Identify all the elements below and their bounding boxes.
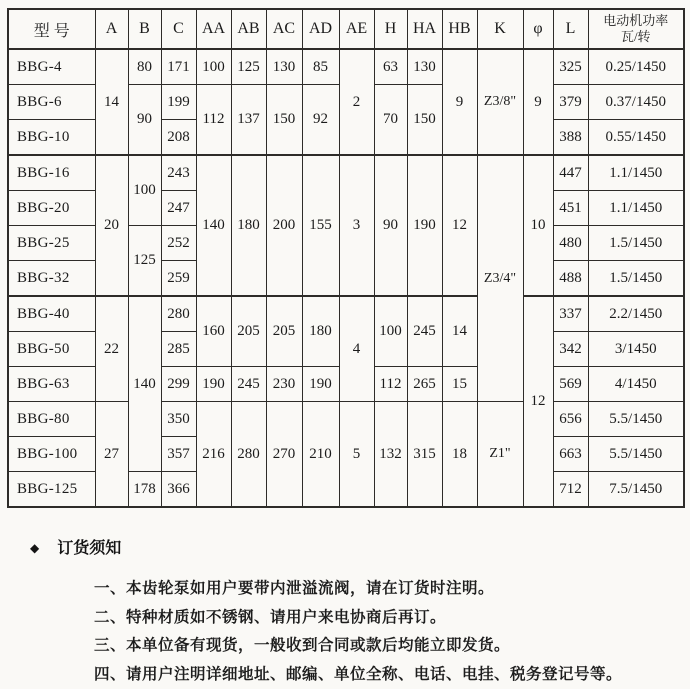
column-header: L [553,9,588,49]
value-cell: 5 [339,402,374,508]
value-cell: 656 [553,402,588,437]
power-header-line1: 电动机功率 [589,13,684,29]
table-header-row [8,9,684,49]
value-cell: 315 [407,402,442,508]
value-cell: 447 [553,155,588,191]
value-cell: 205 [266,296,302,367]
value-cell: 325 [553,49,588,85]
value-cell: 5.5/1450 [588,402,684,437]
value-cell: 451 [553,191,588,226]
value-cell: 265 [407,367,442,402]
value-cell: Z3/8" [477,49,523,155]
value-cell: 14 [442,296,477,367]
column-header: A [95,9,128,49]
value-cell: 569 [553,367,588,402]
column-header: AA [196,9,231,49]
value-cell: 205 [231,296,266,367]
model-cell: BBG-40 [8,296,95,332]
column-header: HA [407,9,442,49]
value-cell: 299 [161,367,196,402]
value-cell: 160 [196,296,231,367]
value-cell: Z1" [477,402,523,508]
model-cell: BBG-63 [8,367,95,402]
value-cell: 140 [196,155,231,296]
value-cell: 85 [302,49,339,85]
value-cell: 180 [231,155,266,296]
value-cell: 245 [407,296,442,367]
value-cell: 100 [374,296,407,367]
column-header: AD [302,9,339,49]
value-cell: 280 [161,296,196,332]
model-cell: BBG-100 [8,437,95,472]
value-cell: 243 [161,155,196,191]
ordering-notes-heading [30,535,690,558]
value-cell: 80 [128,49,161,85]
value-cell: 171 [161,49,196,85]
value-cell: 366 [161,472,196,508]
note-item: 三、本单位备有现货，一般收到合同或款后均能立即发货。 [94,632,690,661]
value-cell: 150 [266,85,302,156]
value-cell: 488 [553,261,588,297]
value-cell: 0.37/1450 [588,85,684,120]
value-cell: 1.1/1450 [588,191,684,226]
model-cell: BBG-16 [8,155,95,191]
value-cell: 90 [374,155,407,296]
value-cell: 132 [374,402,407,508]
ordering-notes-list [30,575,690,689]
diamond-bullet-icon: ◆ [30,542,39,554]
value-cell: 2.2/1450 [588,296,684,332]
value-cell: 210 [302,402,339,508]
value-cell: 12 [442,155,477,296]
value-cell: 27 [95,402,128,508]
value-cell: 150 [407,85,442,156]
value-cell: 4 [339,296,374,402]
value-cell: 379 [553,85,588,120]
note-item: 四、请用户注明详细地址、邮编、单位全称、电话、电挂、税务登记号等。 [94,661,690,689]
value-cell: 200 [266,155,302,296]
value-cell: 130 [407,49,442,85]
value-cell: 0.55/1450 [588,120,684,156]
value-cell: 10 [523,155,553,296]
value-cell: 2 [339,49,374,155]
value-cell: 1.1/1450 [588,155,684,191]
value-cell: 15 [442,367,477,402]
column-header-model: 型 号 [8,9,95,49]
column-header: φ [523,9,553,49]
value-cell: 357 [161,437,196,472]
value-cell: 5.5/1450 [588,437,684,472]
model-cell: BBG-32 [8,261,95,297]
value-cell: 0.25/1450 [588,49,684,85]
value-cell: 14 [95,49,128,155]
value-cell: 22 [95,296,128,402]
model-cell: BBG-25 [8,226,95,261]
value-cell: 388 [553,120,588,156]
value-cell: 140 [128,296,161,472]
column-header: HB [442,9,477,49]
value-cell: 285 [161,332,196,367]
power-header-line2: 瓦/转 [589,29,684,45]
value-cell: 3/1450 [588,332,684,367]
column-header: H [374,9,407,49]
value-cell: 199 [161,85,196,120]
value-cell: 20 [95,155,128,296]
model-cell: BBG-4 [8,49,95,85]
value-cell: 70 [374,85,407,156]
value-cell: 18 [442,402,477,508]
value-cell: 270 [266,402,302,508]
value-cell: 125 [128,226,161,297]
value-cell: 178 [128,472,161,508]
value-cell: 9 [523,49,553,155]
value-cell: 3 [339,155,374,296]
value-cell: 1.5/1450 [588,226,684,261]
model-cell: BBG-80 [8,402,95,437]
column-header: AE [339,9,374,49]
column-header-power [588,9,684,49]
value-cell: 7.5/1450 [588,472,684,508]
value-cell: 9 [442,49,477,155]
spec-sheet-page [0,8,690,681]
model-cell: BBG-10 [8,120,95,156]
value-cell: 247 [161,191,196,226]
model-cell: BBG-50 [8,332,95,367]
value-cell: 100 [196,49,231,85]
value-cell: 137 [231,85,266,156]
value-cell: 245 [231,367,266,402]
value-cell: 342 [553,332,588,367]
value-cell: 663 [553,437,588,472]
value-cell: 480 [553,226,588,261]
pump-spec-table [7,8,685,508]
value-cell: 92 [302,85,339,156]
value-cell: 130 [266,49,302,85]
column-header: K [477,9,523,49]
value-cell: 350 [161,402,196,437]
column-header: C [161,9,196,49]
value-cell: 155 [302,155,339,296]
value-cell: 4/1450 [588,367,684,402]
value-cell: 100 [128,155,161,226]
note-item: 一、本齿轮泵如用户要带内泄溢流阀，请在订货时注明。 [94,575,690,604]
value-cell: Z3/4" [477,155,523,402]
value-cell: 259 [161,261,196,297]
column-header: AC [266,9,302,49]
value-cell: 230 [266,367,302,402]
value-cell: 216 [196,402,231,508]
model-cell: BBG-20 [8,191,95,226]
value-cell: 190 [196,367,231,402]
column-header: AB [231,9,266,49]
value-cell: 112 [374,367,407,402]
column-header: B [128,9,161,49]
value-cell: 190 [407,155,442,296]
value-cell: 1.5/1450 [588,261,684,297]
value-cell: 337 [553,296,588,332]
value-cell: 12 [523,296,553,507]
model-cell: BBG-6 [8,85,95,120]
ordering-notes-title: 订货须知 [57,535,121,558]
value-cell: 63 [374,49,407,85]
value-cell: 712 [553,472,588,508]
value-cell: 190 [302,367,339,402]
value-cell: 280 [231,402,266,508]
value-cell: 90 [128,85,161,156]
value-cell: 125 [231,49,266,85]
note-item: 二、特种材质如不锈钢、请用户来电协商后再订。 [94,604,690,633]
value-cell: 112 [196,85,231,156]
ordering-notes-section [30,535,690,689]
table-body [8,49,684,507]
value-cell: 252 [161,226,196,261]
value-cell: 208 [161,120,196,156]
value-cell: 180 [302,296,339,367]
model-cell: BBG-125 [8,472,95,508]
